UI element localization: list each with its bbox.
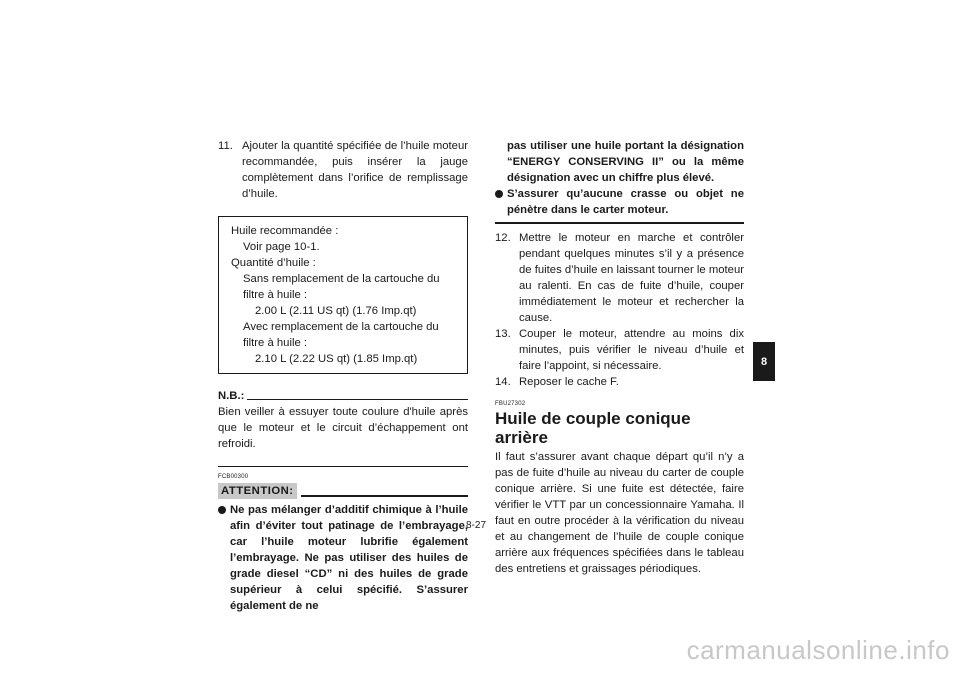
step-text: Ajouter la quantité spécifiée de l’huile moteur recommandée, puis insérer la jauge complètement dans l’orifice de remplissage d’huile. (242, 140, 468, 200)
step-text: Couper le moteur, attendre au moins dix minutes, puis vérifier le niveau d’huile et faire l’appoint, si nécessaire. (519, 328, 744, 372)
note-heading (218, 388, 468, 404)
attention-heading (218, 483, 468, 499)
spec-line: Quantité d’huile : (231, 257, 316, 269)
section-text: Il faut s’assurer avant chaque départ qu’il n’y a pas de fuite d’huile au niveau du carter de couple conique arrière. Si une fuite est détectée, faire vérifier le VTT par un concessionnaire Yamaha. Il faut en outre procéder à la vérification du niveau et au changement de l’huile de couple conique arrière aux fréquences spécifiées dans le tableau des entretiens et graissages périodiques. (495, 451, 744, 575)
right-column (495, 138, 744, 577)
attention-bullet (495, 186, 744, 218)
spec-line: Sans remplacement de la cartouche du filtre à huile : (243, 273, 440, 301)
bullet-icon (218, 506, 226, 514)
chapter-tab: 8 (753, 342, 775, 381)
step-number: 13. (495, 328, 511, 340)
attention-block (218, 466, 468, 499)
attention-rule (301, 495, 468, 497)
step-13 (495, 326, 744, 374)
attention-bullet (218, 502, 468, 614)
attention-bullet-continued: pas utiliser une huile portant la désignation “ENERGY CONSERVING II” ou la même désignation avec un chiffre plus élevé. (507, 140, 744, 184)
step-11 (218, 138, 468, 202)
section-title: Huile de couple conique arrière (495, 409, 691, 447)
step-text: Reposer le cache F. (519, 376, 619, 388)
step-number: 12. (495, 232, 511, 244)
oil-spec-box (218, 216, 468, 374)
section-code: FBU27302 (495, 401, 526, 407)
step-number: 14. (495, 376, 511, 388)
spec-line: Voir page 10-1. (243, 241, 320, 253)
spec-line: 2.00 L (2.11 US qt) (1.76 Imp.qt) (255, 305, 417, 317)
left-column (218, 138, 468, 614)
attention-label: ATTENTION: (218, 483, 297, 499)
note-label: N.B.: (218, 390, 245, 402)
note-rule (247, 399, 468, 400)
attention-code: FCB00300 (218, 474, 249, 480)
spec-line: 2.10 L (2.22 US qt) (1.85 Imp.qt) (255, 353, 418, 365)
spec-line: Avec remplacement de la cartouche du filtre à huile : (243, 321, 439, 349)
step-text: Mettre le moteur en marche et contrôler pendant quelques minutes s’il y a présence de fuites d’huile en laissant tourner le moteur au ralenti. En cas de fuite d’huile, couper immédiatement le moteur et rechercher la cause. (519, 232, 744, 324)
page-number: 8-27 (466, 520, 487, 531)
watermark: carmanualsonline.info (686, 635, 950, 665)
step-number: 11. (218, 140, 233, 152)
step-12 (495, 230, 744, 326)
note-text: Bien veiller à essuyer toute coulure d'huile après que le moteur et le circuit d’échappement ont refroidi. (218, 406, 468, 450)
bullet-icon (495, 190, 503, 198)
attention-bullet-text: Ne pas mélanger d’additif chimique à l’huile afin d’éviter tout patinage de l’embrayage, car l’huile moteur lubrifie également l’embrayage. Ne pas utiliser des huiles de grade diesel “CD” ni des huiles de grade supérieur à celui spécifié. S’assurer également de ne (230, 504, 468, 612)
attention-bullet-text: S’assurer qu’aucune crasse ou objet ne pénètre dans le carter moteur. (507, 188, 744, 216)
attention-end-rule (495, 222, 744, 224)
spec-line: Huile recommandée : (231, 225, 339, 237)
step-14 (495, 374, 744, 390)
